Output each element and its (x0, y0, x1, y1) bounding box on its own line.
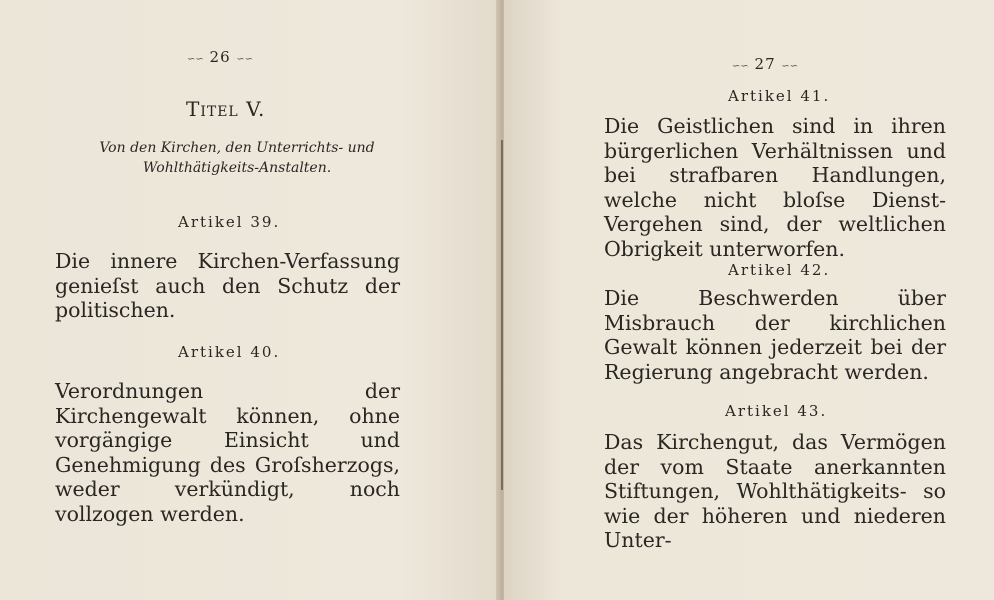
binding-thread (501, 140, 503, 490)
subtitle-line-1: Von den Kirchen, den Unterrichts- und (99, 140, 375, 156)
dash-mark-left-b: ∽∽ (236, 54, 254, 65)
article-43-text: Das Kirchengut, das Vermögen der vom Staate anerkannten Stiftungen, Wohlthätigkeits- so wie der höheren und niederen Unter- (604, 430, 946, 552)
page-number-right-value: 27 (754, 55, 776, 73)
article-40-text: Verordnungen der Kirchengewalt können, ohne vorgängige Einsicht und Genehmigung des Groſsherzogs, weder verkündigt, noch vollzogen werden. (55, 379, 400, 526)
page-number-left-value: 26 (209, 48, 231, 66)
article-39-text: Die innere Kirchen-Verfassung genieſst auch den Schutz der politischen. (55, 249, 400, 322)
article-40-heading: Artikel 40. (178, 343, 281, 361)
page-number-right (732, 55, 798, 73)
article-42-heading: Artikel 42. (728, 261, 831, 279)
article-41-text: Die Geistlichen sind in ihren bürgerlichen Verhältnissen und bei strafbaren Handlungen, welche nicht bloſse Dienst-Vergehen sind, der weltlichen Obrigkeit unterworfen. (604, 114, 946, 261)
page-number-left (187, 48, 253, 66)
article-39-heading: Artikel 39. (178, 213, 281, 231)
section-title: Titel V. (186, 97, 266, 121)
subtitle-line-2: Wohlthätigkeits-Anstalten. (142, 160, 332, 176)
dash-mark-right-b: ∽∽ (781, 61, 799, 72)
dash-mark-left-a: ∽∽ (187, 54, 204, 65)
dash-mark-right-a: ∽∽ (732, 61, 749, 72)
article-42-text: Die Beschwerden über Misbrauch der kirchlichen Gewalt können jederzeit bei der Regierung angebracht werden. (604, 286, 946, 384)
article-41-heading: Artikel 41. (728, 87, 831, 105)
section-subtitle (72, 138, 402, 178)
article-43-heading: Artikel 43. (725, 402, 828, 420)
